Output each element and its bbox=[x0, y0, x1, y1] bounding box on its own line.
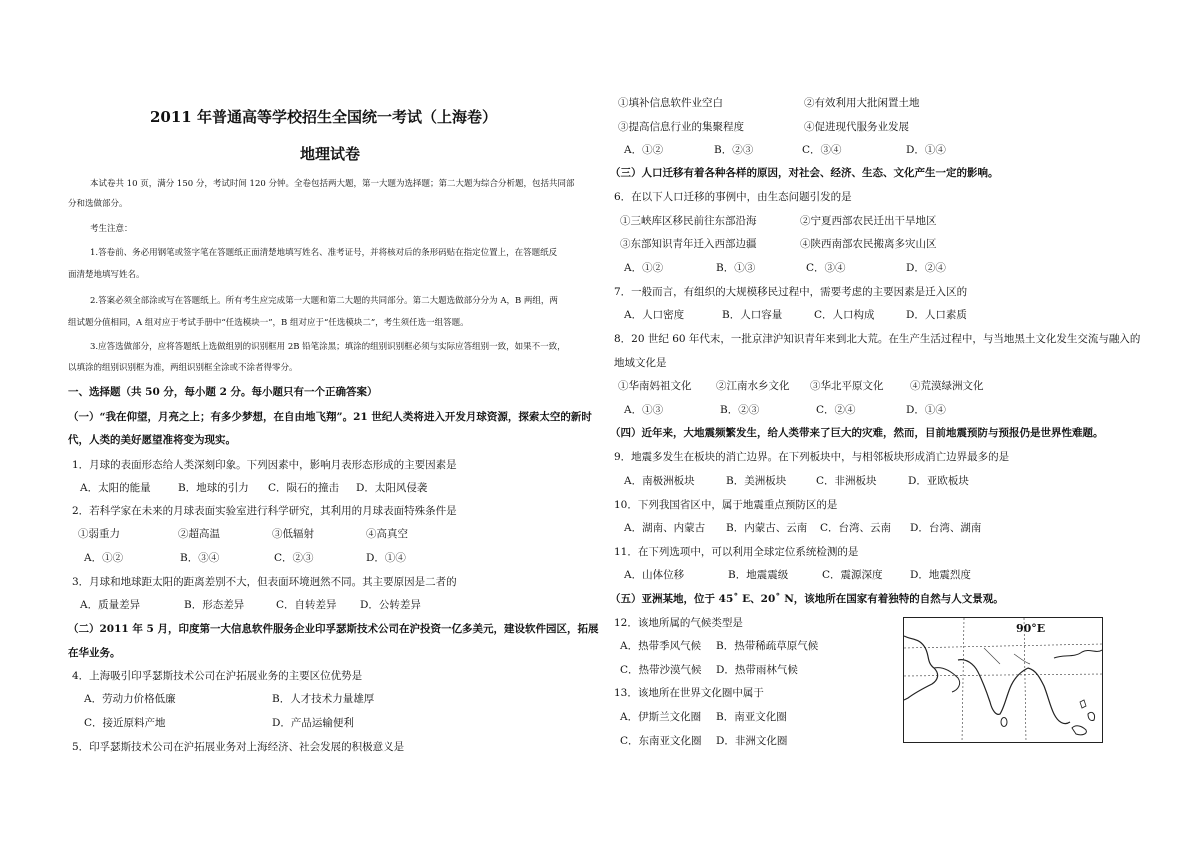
answer-option: B．③④ bbox=[180, 552, 220, 564]
answer-option: C．陨石的撞击 bbox=[268, 482, 340, 494]
answer-option: B．人口容量 bbox=[722, 309, 783, 321]
notice-line: 2.答案必须全部涂或写在答题纸上。所有考生应完成第一大题和第二大题的共同部分。第二大题选做部分分为 A，B 两组，两 bbox=[90, 296, 558, 306]
question-stem: 13．该地所在世界文化圈中属于 bbox=[614, 687, 764, 699]
answer-option: C．②④ bbox=[816, 404, 856, 416]
answer-option: A．南极洲板块 bbox=[624, 475, 695, 487]
answer-option: D．地震烈度 bbox=[910, 569, 971, 581]
answer-option: C．非洲板块 bbox=[816, 475, 877, 487]
answer-option: C．②③ bbox=[274, 552, 314, 564]
group-intro: （二）2011 年 5 月，印度第一大信息软件服务企业印孚瑟斯技术公司在沪投资一亿多美元，建设软件园区，拓展 bbox=[68, 623, 599, 635]
statement-item: ①弱重力 bbox=[78, 528, 120, 540]
group-intro: （一）“我在仰望，月亮之上；有多少梦想，在自由地飞翔”。21 世纪人类将进入开发月球资源，探索太空的新时 bbox=[68, 411, 592, 423]
question-stem: 7．一般而言，有组织的大规模移民过程中，需要考虑的主要因素是迁入区的 bbox=[614, 286, 968, 298]
notice-line: 以填涂的组别识别框为准，两组识别框全涂或不涂者得零分。 bbox=[68, 363, 298, 373]
answer-option: A．质量差异 bbox=[80, 599, 141, 611]
answer-option: A．热带季风气候 bbox=[620, 640, 702, 652]
notice-line: 3.应答选做部分，应将答题纸上选做组别的识别框用 2B 铅笔涂黑；填涂的组别识别框必须与实际应答组别一致，如果不一致， bbox=[90, 342, 566, 352]
answer-option: D．①④ bbox=[366, 552, 406, 564]
intro-paragraph-line: 分和选做部分。 bbox=[68, 199, 128, 209]
answer-option: B．①③ bbox=[716, 262, 756, 274]
answer-option: D．人口素质 bbox=[906, 309, 967, 321]
answer-option: B．地球的引力 bbox=[178, 482, 249, 494]
asia-map-figure bbox=[903, 617, 1103, 743]
statement-item: ②宁夏西部农民迁出干旱地区 bbox=[800, 215, 937, 227]
answer-option: D．①④ bbox=[906, 144, 946, 156]
statement-item: ③提高信息行业的集聚程度 bbox=[618, 121, 744, 133]
answer-option: D．亚欧板块 bbox=[908, 475, 969, 487]
question-stem: 地域文化是 bbox=[614, 357, 667, 369]
answer-option: C．自转差异 bbox=[276, 599, 337, 611]
answer-option: C．台湾、云南 bbox=[820, 522, 892, 534]
answer-option: D．热带雨林气候 bbox=[716, 664, 798, 676]
statement-item: ③华北平原文化 bbox=[810, 380, 884, 392]
group-intro: （四）近年来，大地震频繁发生，给人类带来了巨大的灾难，然而，目前地震预防与预报仍是世界性难题。 bbox=[610, 427, 1104, 439]
statement-item: ①华南妈祖文化 bbox=[618, 380, 692, 392]
notice-line: 组试题分值相同，A 组对应于考试手册中“任选模块一”，B 组对应于“任选模块二”，考生须任选一组答题。 bbox=[68, 318, 469, 328]
question-stem: 12．该地所属的气候类型是 bbox=[614, 617, 743, 629]
answer-option: D．公转差异 bbox=[360, 599, 421, 611]
answer-option: C．③④ bbox=[802, 144, 842, 156]
answer-option: D．非洲文化圈 bbox=[716, 735, 788, 747]
answer-option: B．美洲板块 bbox=[726, 475, 787, 487]
answer-option: D．①④ bbox=[906, 404, 946, 416]
answer-option: A．①② bbox=[84, 552, 124, 564]
answer-option: B．地震震级 bbox=[728, 569, 789, 581]
statement-item: ④荒漠绿洲文化 bbox=[910, 380, 984, 392]
answer-option: B．南亚文化圈 bbox=[716, 711, 787, 723]
answer-option: A．湖南、内蒙古 bbox=[624, 522, 706, 534]
statement-item: ②超高温 bbox=[178, 528, 220, 540]
answer-option: C．接近原料产地 bbox=[84, 717, 166, 729]
question-stem: 8．20 世纪 60 年代末，一批京津沪知识青年来到北大荒。在生产生活过程中，与当地黑土文化发生交流与融入的 bbox=[614, 333, 1141, 345]
answer-option: C．震源深度 bbox=[822, 569, 883, 581]
answer-option: A．山体位移 bbox=[624, 569, 685, 581]
longitude-label: 90°E bbox=[1016, 622, 1046, 635]
answer-option: C．③④ bbox=[806, 262, 846, 274]
question-stem: 5．印孚瑟斯技术公司在沪拓展业务对上海经济、社会发展的积极意义是 bbox=[72, 741, 405, 753]
statement-item: ①填补信息软件业空白 bbox=[618, 97, 723, 109]
map-drawing bbox=[904, 618, 1102, 742]
answer-option: A．①② bbox=[624, 262, 664, 274]
answer-option: A．太阳的能量 bbox=[80, 482, 151, 494]
statement-item: ④高真空 bbox=[366, 528, 408, 540]
answer-option: C．人口构成 bbox=[814, 309, 875, 321]
answer-option: B．②③ bbox=[720, 404, 760, 416]
answer-option: D．太阳风侵袭 bbox=[356, 482, 428, 494]
question-stem: 9．地震多发生在板块的消亡边界。在下列板块中，与相邻板块形成消亡边界最多的是 bbox=[614, 451, 1010, 463]
statement-item: ③低辐射 bbox=[272, 528, 314, 540]
answer-option: D．产品运输便利 bbox=[272, 717, 354, 729]
statement-item: ①三峡库区移民前往东部沿海 bbox=[620, 215, 757, 227]
statement-item: ②江南水乡文化 bbox=[716, 380, 790, 392]
answer-option: B．热带稀疏草原气候 bbox=[716, 640, 819, 652]
notice-line: 面清楚地填写姓名。 bbox=[68, 270, 145, 280]
answer-option: D．台湾、湖南 bbox=[910, 522, 982, 534]
statement-item: ③东部知识青年迁入西部边疆 bbox=[620, 238, 757, 250]
exam-subtitle: 地理试卷 bbox=[300, 145, 361, 163]
group-intro: 在华业务。 bbox=[68, 647, 121, 659]
section-heading: 一、选择题（共 50 分，每小题 2 分。每小题只有一个正确答案） bbox=[68, 386, 378, 398]
answer-option: C．热带沙漠气候 bbox=[620, 664, 702, 676]
answer-option: C．东南亚文化圈 bbox=[620, 735, 702, 747]
statement-item: ④陕西南部农民搬离多灾山区 bbox=[800, 238, 937, 250]
notice-heading: 考生注意： bbox=[90, 224, 133, 234]
answer-option: B．内蒙古、云南 bbox=[726, 522, 808, 534]
notice-line: 1.答卷前、务必用钢笔或签字笔在答题纸正面清楚地填写姓名、准考证号，并将核对后的条形码贴在指定位置上，在答题纸反 bbox=[90, 248, 558, 258]
question-stem: 3．月球和地球距太阳的距离差别不大，但表面环境迥然不同。其主要原因是二者的 bbox=[72, 576, 457, 588]
answer-option: B．②③ bbox=[714, 144, 754, 156]
answer-option: A．①② bbox=[624, 144, 664, 156]
question-stem: 2．若科学家在未来的月球表面实验室进行科学研究，其利用的月球表面特殊条件是 bbox=[72, 505, 457, 517]
exam-title: 2011 年普通高等学校招生全国统一考试（上海卷） bbox=[150, 108, 497, 126]
question-stem: 10．下列我国省区中，属于地震重点预防区的是 bbox=[614, 499, 838, 511]
question-stem: 6．在以下人口迁移的事例中，由生态问题引发的是 bbox=[614, 191, 852, 203]
answer-option: A．①③ bbox=[624, 404, 664, 416]
answer-option: A．人口密度 bbox=[624, 309, 685, 321]
statement-item: ②有效利用大批闲置土地 bbox=[804, 97, 920, 109]
answer-option: B．人才技术力量雄厚 bbox=[272, 693, 375, 705]
question-stem: 11．在下列选项中，可以利用全球定位系统检测的是 bbox=[614, 546, 859, 558]
statement-item: ④促进现代服务业发展 bbox=[804, 121, 909, 133]
group-intro: （三）人口迁移有着各种各样的原因，对社会、经济、生态、文化产生一定的影响。 bbox=[610, 167, 999, 179]
group-intro: 代，人类的美好愿望准将变为现实。 bbox=[68, 434, 236, 446]
question-stem: 4．上海吸引印孚瑟斯技术公司在沪拓展业务的主要区位优势是 bbox=[72, 670, 363, 682]
answer-option: B．形态差异 bbox=[184, 599, 245, 611]
intro-paragraph-line: 本试卷共 10 页，满分 150 分，考试时间 120 分钟。全卷包括两大题，第一大题为选择题；第二大题为综合分析题，包括共同部 bbox=[90, 179, 575, 189]
answer-option: A．劳动力价格低廉 bbox=[84, 693, 176, 705]
group-intro: （五）亚洲某地，位于 45˚ E、20˚ N，该地所在国家有着独特的自然与人文景观。 bbox=[610, 593, 1004, 605]
answer-option: A．伊斯兰文化圈 bbox=[620, 711, 702, 723]
question-stem: 1．月球的表面形态给人类深刻印象。下列因素中，影响月表形态形成的主要因素是 bbox=[72, 459, 457, 471]
answer-option: D．②④ bbox=[906, 262, 946, 274]
